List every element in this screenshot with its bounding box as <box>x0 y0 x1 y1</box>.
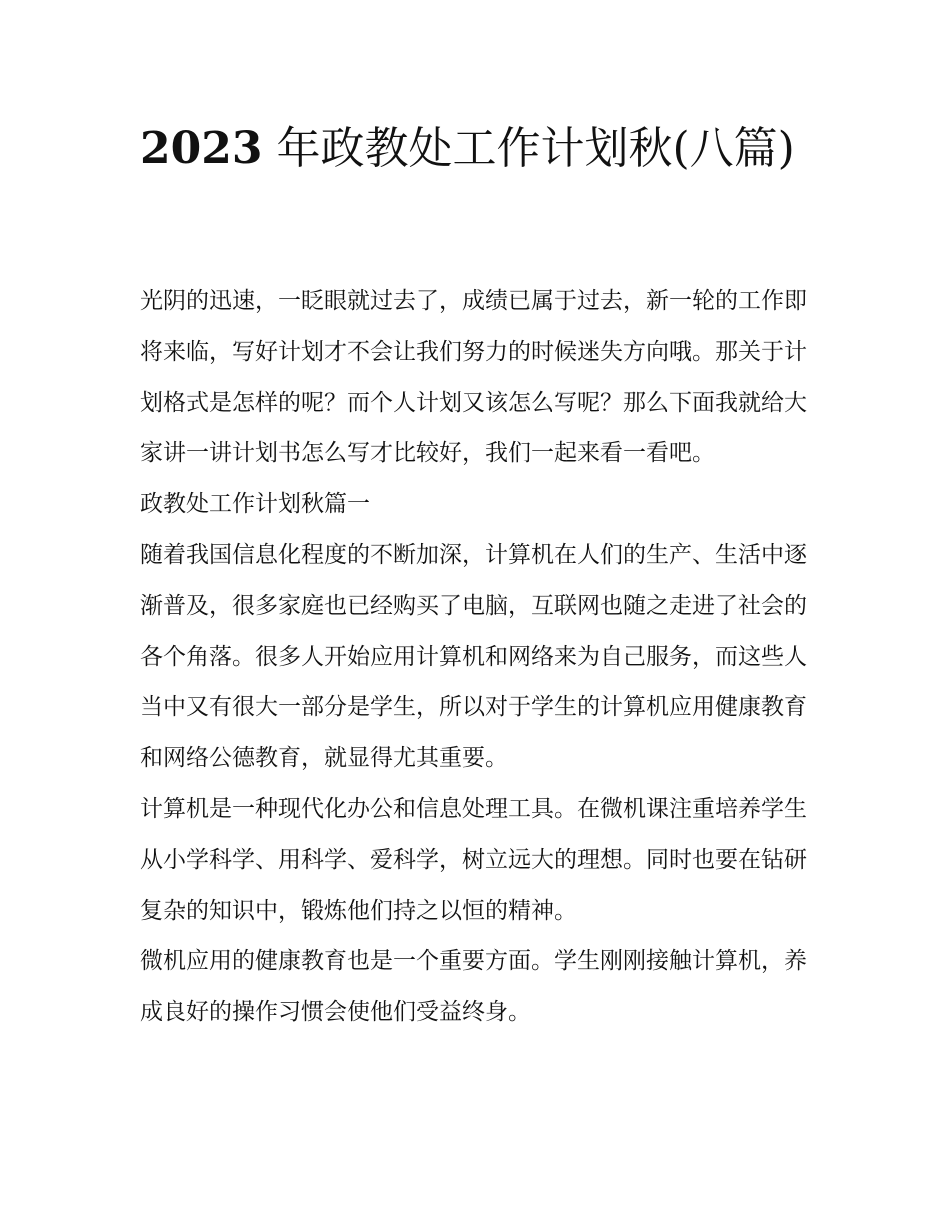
intro-paragraph: 光阴的迅速，一眨眼就过去了，成绩已属于过去，新一轮的工作即将来临，写好计划才不会让我们努力的时候迷失方向哦。那关于计划格式是怎样的呢？而个人计划又该怎么写呢？那么下面我就给大家讲一讲计划书怎么写才比较好，我们一起来看一看吧。 <box>140 288 807 467</box>
title-year: 2023 <box>140 123 263 174</box>
document-body <box>140 276 820 1038</box>
section-heading: 政教处工作计划秋篇一 <box>140 491 370 518</box>
body-paragraph: 计算机是一种现代化办公和信息处理工具。在微机课注重培养学生从小学科学、用科学、爱科学，树立远大的理想。同时也要在钻研复杂的知识中，锻炼他们持之以恒的精神。 <box>140 795 807 924</box>
title-text: 年政教处工作计划秋(八篇) <box>276 123 795 174</box>
body-paragraph: 微机应用的健康教育也是一个重要方面。学生刚刚接触计算机，养成良好的操作习惯会使他们受益终身。 <box>140 948 807 1026</box>
document-title <box>140 112 820 186</box>
body-paragraph: 随着我国信息化程度的不断加深，计算机在人们的生产、生活中逐渐普及，很多家庭也已经购买了电脑，互联网也随之走进了社会的各个角落。很多人开始应用计算机和网络来为自己服务，而这些人当中又有很大一部分是学生，所以对于学生的计算机应用健康教育和网络公德教育，就显得尤其重要。 <box>140 541 807 772</box>
